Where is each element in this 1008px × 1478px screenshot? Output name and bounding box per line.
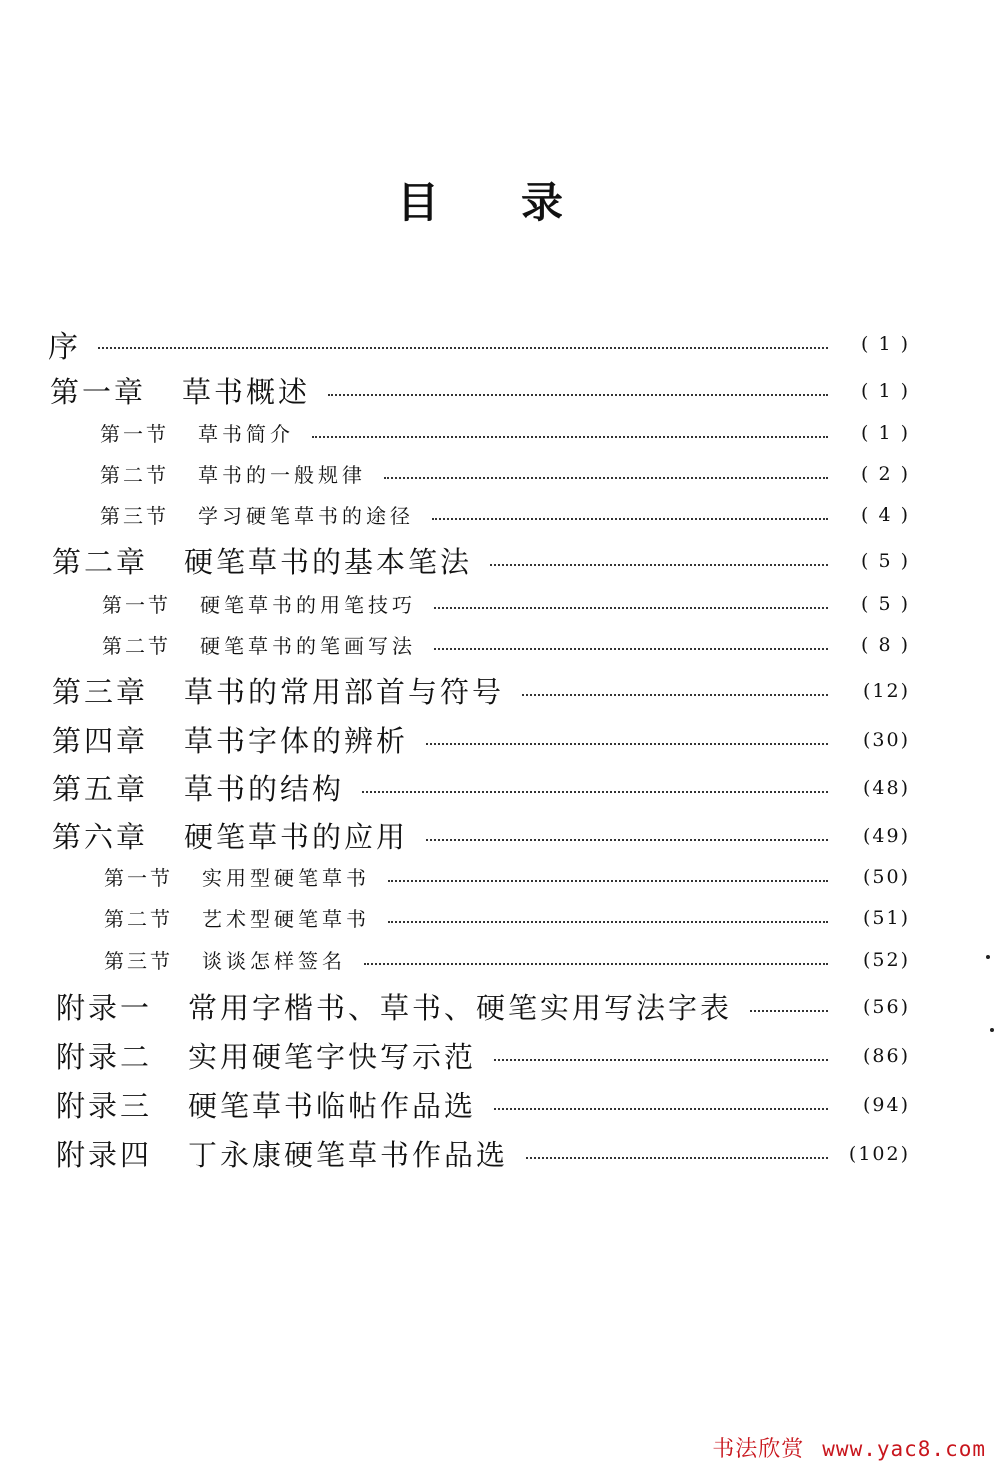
toc-entry-page: (12) xyxy=(862,679,910,702)
toc-entry-title: 谈谈怎样签名 xyxy=(202,949,346,973)
watermark-url: www.yac8.com xyxy=(822,1437,986,1461)
toc-entry-number: 附录三 xyxy=(56,1089,153,1123)
dot-leader xyxy=(494,1108,828,1110)
toc-entry-number: 第二章 xyxy=(52,545,149,579)
toc-entry-number: 第一节 xyxy=(102,593,171,617)
toc-entry-number: 第二节 xyxy=(100,463,169,487)
toc-entry-chapter[interactable] xyxy=(50,370,910,411)
toc-entry-number: 附录四 xyxy=(56,1138,153,1172)
toc-entry-number: 附录一 xyxy=(56,991,153,1025)
toc-entry-preface[interactable] xyxy=(48,322,910,366)
toc-entry-number: 第一节 xyxy=(104,866,173,890)
toc-entry-section[interactable] xyxy=(100,459,910,488)
toc-entry-number: 序 xyxy=(48,330,80,365)
toc-entry-section[interactable] xyxy=(100,418,910,447)
dot-leader xyxy=(98,347,828,349)
dot-leader xyxy=(388,921,828,923)
toc-entry-title: 硬笔草书的用笔技巧 xyxy=(200,593,416,617)
toc-entry-title: 草书的结构 xyxy=(184,772,345,806)
dot-leader xyxy=(526,1157,828,1159)
toc-entry-title: 硬笔草书临帖作品选 xyxy=(188,1089,477,1123)
toc-entry-chapter[interactable] xyxy=(52,767,910,808)
toc-entry-number: 第五章 xyxy=(52,772,149,806)
dot-leader xyxy=(522,694,828,696)
toc-entry-appendix[interactable] xyxy=(56,986,910,1027)
scan-speck xyxy=(990,1028,994,1032)
dot-leader xyxy=(364,963,828,965)
toc-entry-page: ( 2 ) xyxy=(861,462,910,485)
toc-entry-title: 硬笔草书的应用 xyxy=(184,820,409,854)
toc-entry-number: 第三节 xyxy=(104,949,173,973)
toc-entry-title: 草书概述 xyxy=(182,375,311,409)
toc-entry-page: ( 8 ) xyxy=(861,633,910,656)
toc-entry-page: ( 5 ) xyxy=(861,549,910,572)
toc-entry-chapter[interactable] xyxy=(52,670,910,711)
dot-leader xyxy=(426,839,828,841)
toc-entry-page: ( 1 ) xyxy=(861,379,910,402)
toc-entry-title: 草书的一般规律 xyxy=(198,463,366,487)
toc-entry-title: 实用硬笔字快写示范 xyxy=(188,1040,477,1074)
toc-entry-section[interactable] xyxy=(102,589,910,618)
toc-entry-page: (94) xyxy=(862,1093,910,1116)
toc-entry-page: (50) xyxy=(862,865,910,888)
dot-leader xyxy=(384,477,828,479)
toc-entry-title: 丁永康硬笔草书作品选 xyxy=(188,1138,509,1172)
toc-entry-chapter[interactable] xyxy=(52,815,910,856)
toc-entry-appendix[interactable] xyxy=(56,1035,910,1076)
toc-entry-page: ( 5 ) xyxy=(861,592,910,615)
toc-entry-title: 草书字体的辨析 xyxy=(184,724,409,758)
dot-leader xyxy=(312,436,828,438)
toc-entry-number: 第四章 xyxy=(52,724,149,758)
toc-entry-title: 草书的常用部首与符号 xyxy=(184,675,505,709)
toc-entry-page: (49) xyxy=(862,824,910,847)
toc-entry-section[interactable] xyxy=(104,945,910,974)
dot-leader xyxy=(494,1059,828,1061)
dot-leader xyxy=(434,607,828,609)
dot-leader xyxy=(490,564,828,566)
toc-entry-page: (48) xyxy=(862,776,910,799)
watermark-name: 书法欣赏 xyxy=(712,1437,805,1462)
dot-leader xyxy=(432,518,828,520)
toc-entry-page: ( 4 ) xyxy=(861,503,910,526)
dot-leader xyxy=(362,791,828,793)
toc-entry-appendix[interactable] xyxy=(56,1133,910,1174)
toc-entry-section[interactable] xyxy=(104,903,910,932)
toc-entry-page: ( 1 ) xyxy=(861,421,910,444)
toc-entry-page: ( 1 ) xyxy=(861,333,910,355)
toc-entry-title: 实用型硬笔草书 xyxy=(202,866,370,890)
toc-entry-page: (51) xyxy=(862,906,910,929)
toc-entry-chapter[interactable] xyxy=(52,719,910,760)
toc-entry-chapter[interactable] xyxy=(52,540,910,581)
toc-entry-number: 附录二 xyxy=(56,1040,153,1074)
toc-entry-section[interactable] xyxy=(100,500,910,529)
toc-entry-number: 第三章 xyxy=(52,675,149,709)
toc-entry-title: 硬笔草书的笔画写法 xyxy=(200,634,416,658)
toc-entry-section[interactable] xyxy=(104,862,910,891)
toc-entry-page: (30) xyxy=(862,728,910,751)
toc-entry-title: 艺术型硬笔草书 xyxy=(202,907,370,931)
toc-entry-title: 草书简介 xyxy=(198,422,294,446)
toc-entry-page: (102) xyxy=(848,1142,910,1165)
toc-entry-title: 学习硬笔草书的途径 xyxy=(198,504,414,528)
toc-entry-number: 第一章 xyxy=(50,375,147,409)
dot-leader xyxy=(426,743,828,745)
scan-speck xyxy=(986,955,990,959)
toc-entry-page: (56) xyxy=(862,995,910,1018)
toc-entry-number: 第一节 xyxy=(100,422,169,446)
dot-leader xyxy=(750,1010,828,1012)
dot-leader xyxy=(388,880,828,882)
toc-entry-page: (52) xyxy=(862,948,910,971)
toc-entry-appendix[interactable] xyxy=(56,1084,910,1125)
toc-entry-page: (86) xyxy=(862,1044,910,1067)
toc-entry-number: 第二节 xyxy=(102,634,171,658)
dot-leader xyxy=(434,648,828,650)
toc-entry-number: 第六章 xyxy=(52,820,149,854)
page-title: 目录 xyxy=(396,178,645,227)
toc-entry-number: 第二节 xyxy=(104,907,173,931)
toc-entry-section[interactable] xyxy=(102,630,910,659)
dot-leader xyxy=(328,394,828,396)
toc-entry-number: 第三节 xyxy=(100,504,169,528)
toc-entry-title: 硬笔草书的基本笔法 xyxy=(184,545,473,579)
toc-entry-title: 常用字楷书、草书、硬笔实用写法字表 xyxy=(188,991,733,1025)
watermark xyxy=(712,1432,986,1463)
